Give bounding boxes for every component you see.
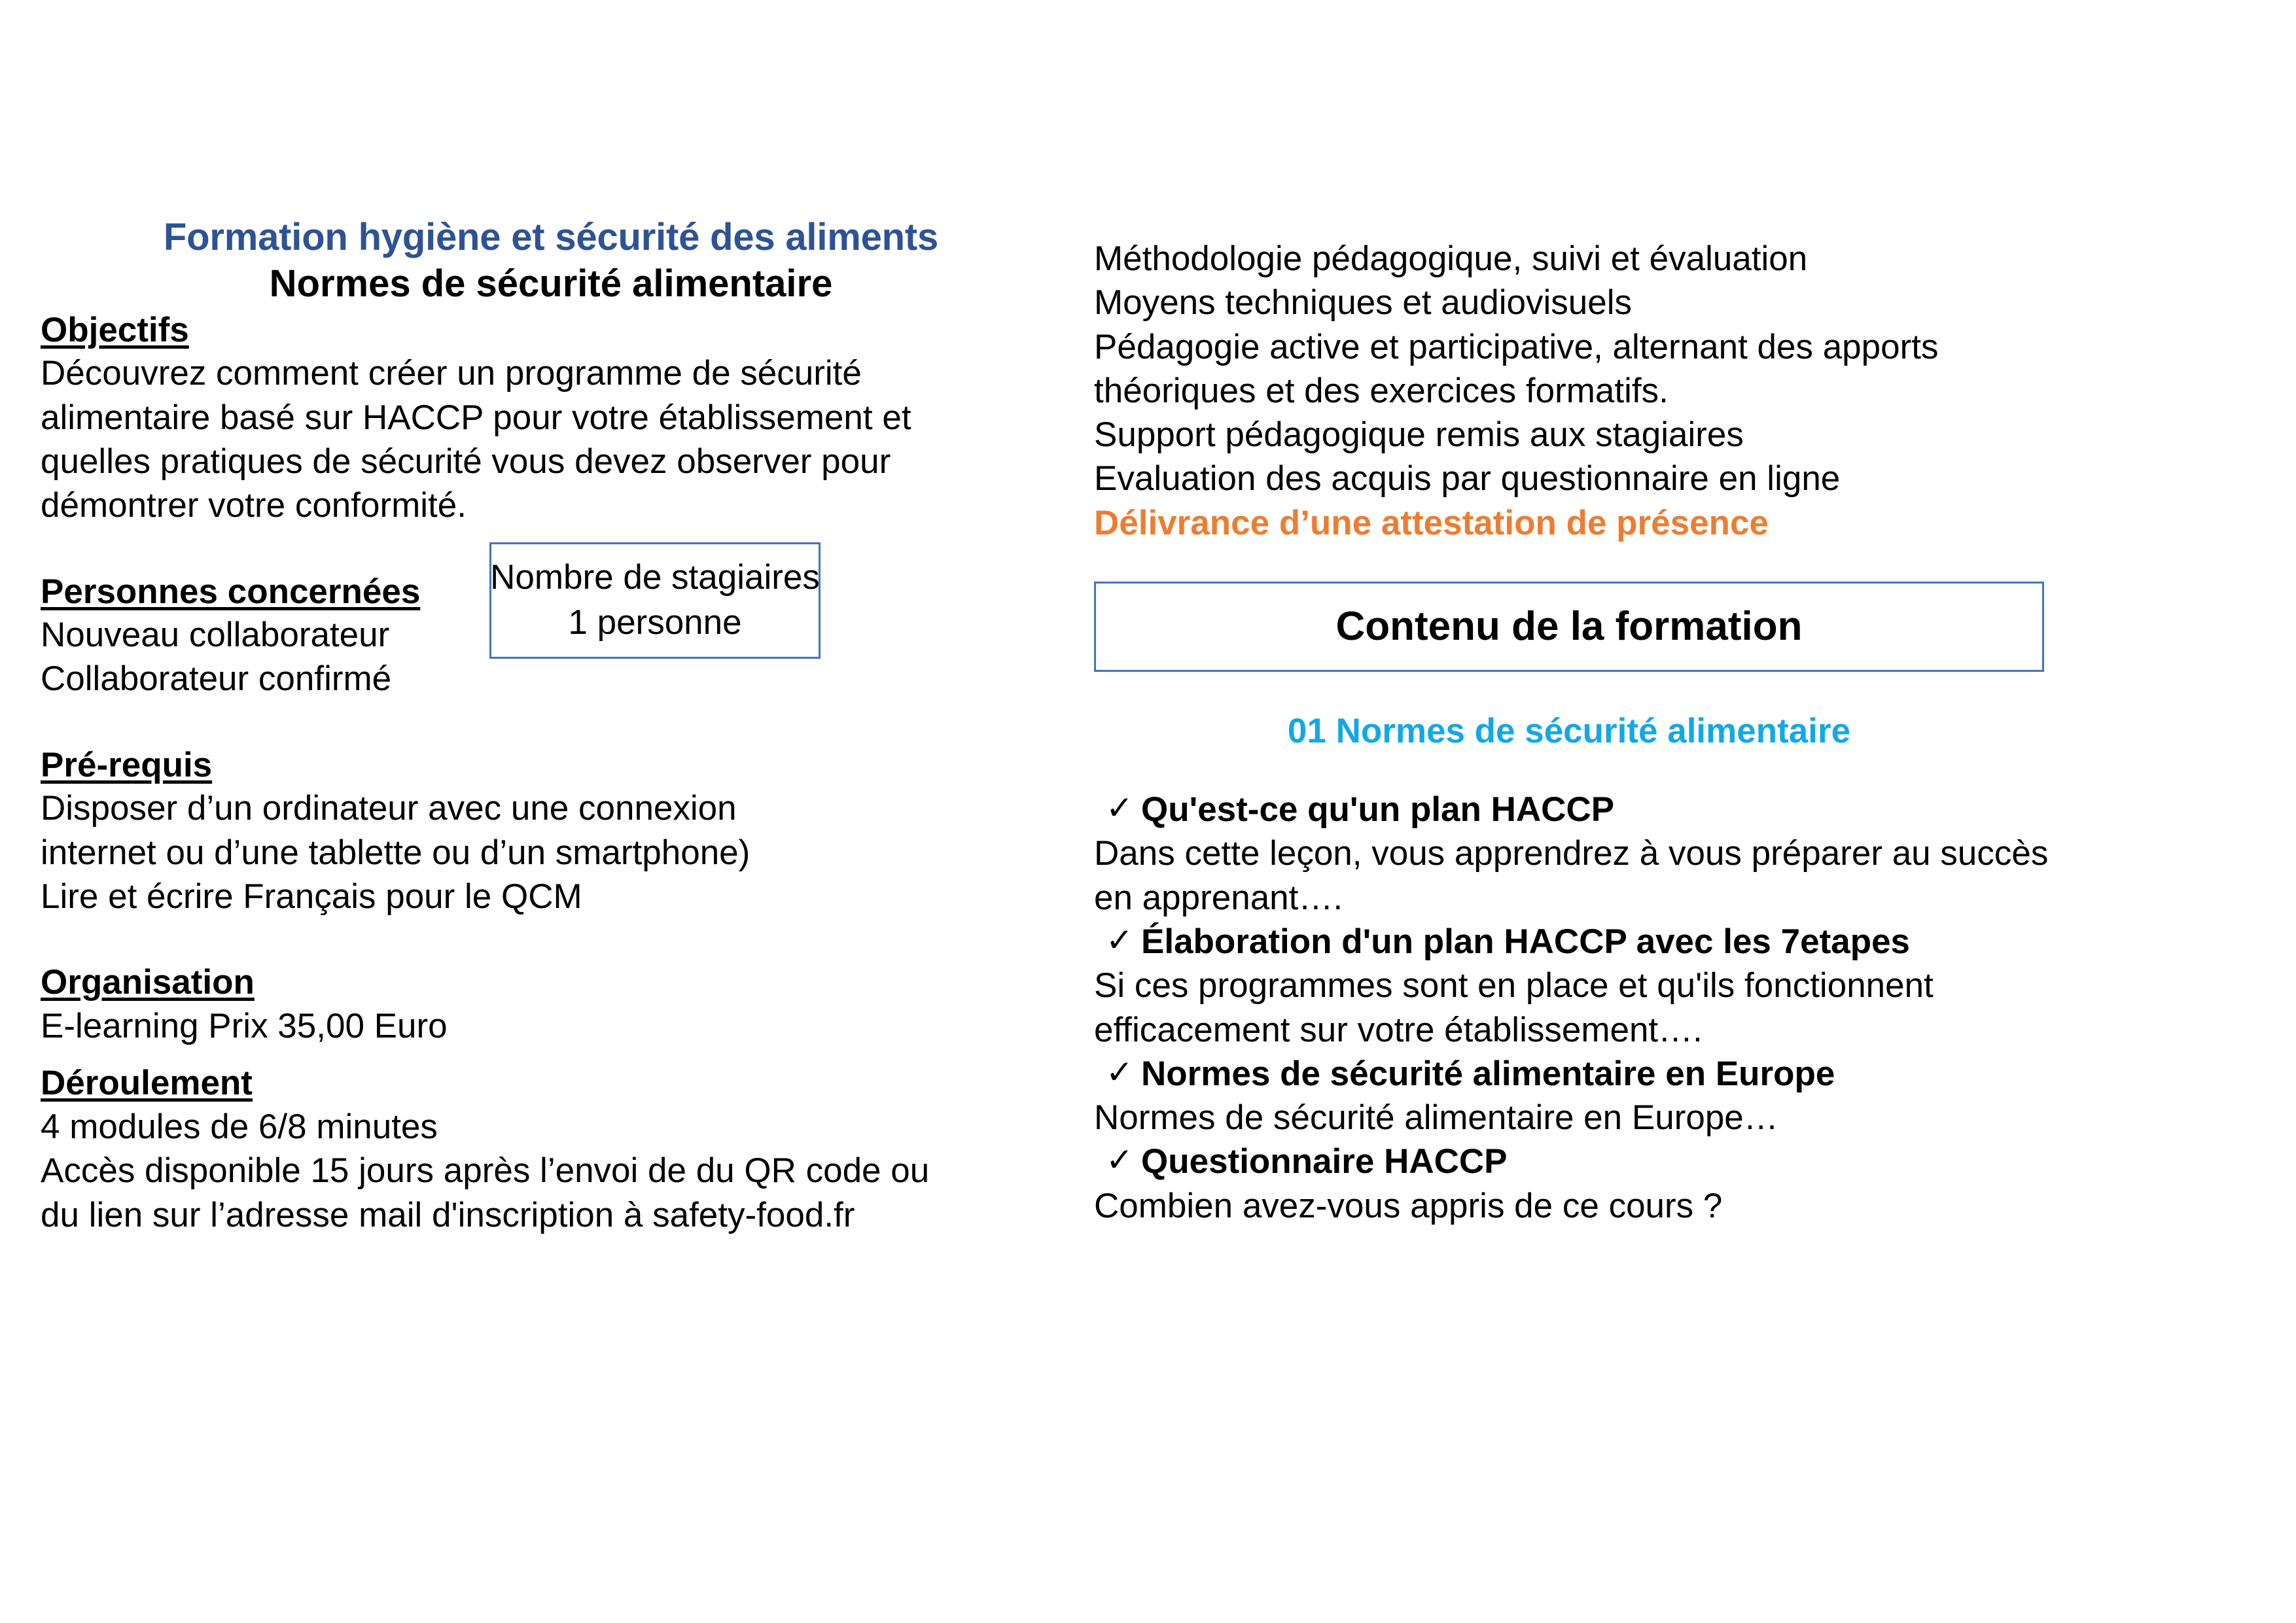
list-item-description: efficacement sur votre établissement…. — [1094, 1010, 1703, 1049]
list-item-description: Si ces programmes sont en place et qu'ils fonctionnent — [1094, 966, 1934, 1005]
list-item-description: Combien avez-vous appris de ce cours ? — [1094, 1186, 1723, 1225]
module-title: 01 Normes de sécurité alimentaire — [1287, 712, 1851, 751]
pre-requis-line-3: Lire et écrire Français pour le QCM — [41, 877, 582, 916]
deroulement-line-2: Accès disponible 15 jours après l’envoi de du QR code ou — [41, 1151, 930, 1191]
pre-requis-line-1: Disposer d’un ordinateur avec une connexion — [41, 789, 737, 828]
organisation-heading: Organisation — [41, 963, 255, 1002]
contenu-formation-title: Contenu de la formation — [1335, 604, 1803, 650]
objectifs-line-1: Découvrez comment créer un programme de sécurité — [41, 354, 862, 393]
section-objectifs — [41, 309, 1061, 352]
list-item — [1094, 788, 2265, 831]
objectifs-line-4: démontrer votre conformité. — [41, 486, 467, 525]
spacer — [41, 701, 1061, 744]
objectifs-line-2: alimentaire basé sur HACCP pour votre établissement et — [41, 398, 911, 437]
list-item-label: Normes de sécurité alimentaire en Europe — [1141, 1054, 1835, 1093]
section-deroulement — [41, 1062, 1061, 1105]
check-icon: ✓ — [1106, 790, 1133, 827]
methodologie-line-2: Moyens techniques et audiovisuels — [1094, 283, 1632, 323]
objectifs-heading: Objectifs — [41, 310, 189, 349]
left-column — [41, 216, 1061, 1237]
pre-requis-line-2: internet ou d’une tablette ou d’un smartphone) — [41, 833, 751, 872]
attestation-line: Délivrance d’une attestation de présence — [1094, 503, 1769, 542]
personnes-concernees-heading: Personnes concernées — [41, 572, 421, 611]
organisation-line-1: E-learning Prix 35,00 Euro — [41, 1006, 448, 1045]
contenu-formation-box — [1094, 582, 2044, 672]
deroulement-heading: Déroulement — [41, 1064, 253, 1103]
check-icon: ✓ — [1106, 1142, 1133, 1179]
spacer — [41, 918, 1061, 962]
personnes-line-1: Nouveau collaborateur — [41, 616, 390, 655]
section-pre-requis — [41, 744, 1061, 787]
deroulement-line-1: 4 modules de 6/8 minutes — [41, 1107, 438, 1146]
stagiaires-value: 1 personne — [568, 602, 742, 642]
list-item — [1094, 920, 2265, 964]
list-item-label: Élaboration d'un plan HACCP avec les 7etapes — [1141, 922, 1911, 961]
right-column — [1094, 237, 2265, 1228]
check-icon: ✓ — [1106, 1053, 1133, 1091]
list-item-label: Qu'est-ce qu'un plan HACCP — [1141, 790, 1615, 829]
methodologie-line-6: Evaluation des acquis par questionnaire en ligne — [1094, 459, 1841, 498]
list-item-description: en apprenant…. — [1094, 878, 1343, 917]
pre-requis-heading: Pré-requis — [41, 745, 213, 784]
section-personnes-concernees — [41, 557, 1061, 701]
list-item — [1094, 1140, 2265, 1183]
stagiaires-box — [489, 542, 821, 659]
list-item-description: Normes de sécurité alimentaire en Europe… — [1094, 1098, 1778, 1138]
check-icon: ✓ — [1106, 921, 1133, 958]
document-subtitle: Normes de sécurité alimentaire — [269, 262, 833, 305]
methodologie-line-3: Pédagogie active et participative, alternant des apports — [1094, 327, 1939, 366]
stagiaires-label: Nombre de stagiaires — [490, 557, 820, 597]
section-organisation — [41, 962, 1061, 1004]
list-item-description: Dans cette leçon, vous apprendrez à vous préparer au succès — [1094, 834, 2049, 873]
objectifs-line-3: quelles pratiques de sécurité vous devez observer pour — [41, 442, 891, 481]
document-title: Formation hygiène et sécurité des aliments — [163, 216, 939, 258]
methodologie-line-1: Méthodologie pédagogique, suivi et évaluation — [1094, 239, 1808, 278]
list-item-label: Questionnaire HACCP — [1141, 1142, 1508, 1181]
methodologie-line-5: Support pédagogique remis aux stagiaires — [1094, 415, 1744, 455]
content-list — [1094, 788, 2265, 1228]
list-item — [1094, 1052, 2265, 1096]
personnes-line-2: Collaborateur confirmé — [41, 659, 392, 699]
spacer — [41, 1048, 1061, 1062]
methodologie-line-4: théoriques et des exercices formatifs. — [1094, 371, 1669, 410]
deroulement-line-3: du lien sur l’adresse mail d'inscription à safety-food.fr — [41, 1195, 855, 1234]
